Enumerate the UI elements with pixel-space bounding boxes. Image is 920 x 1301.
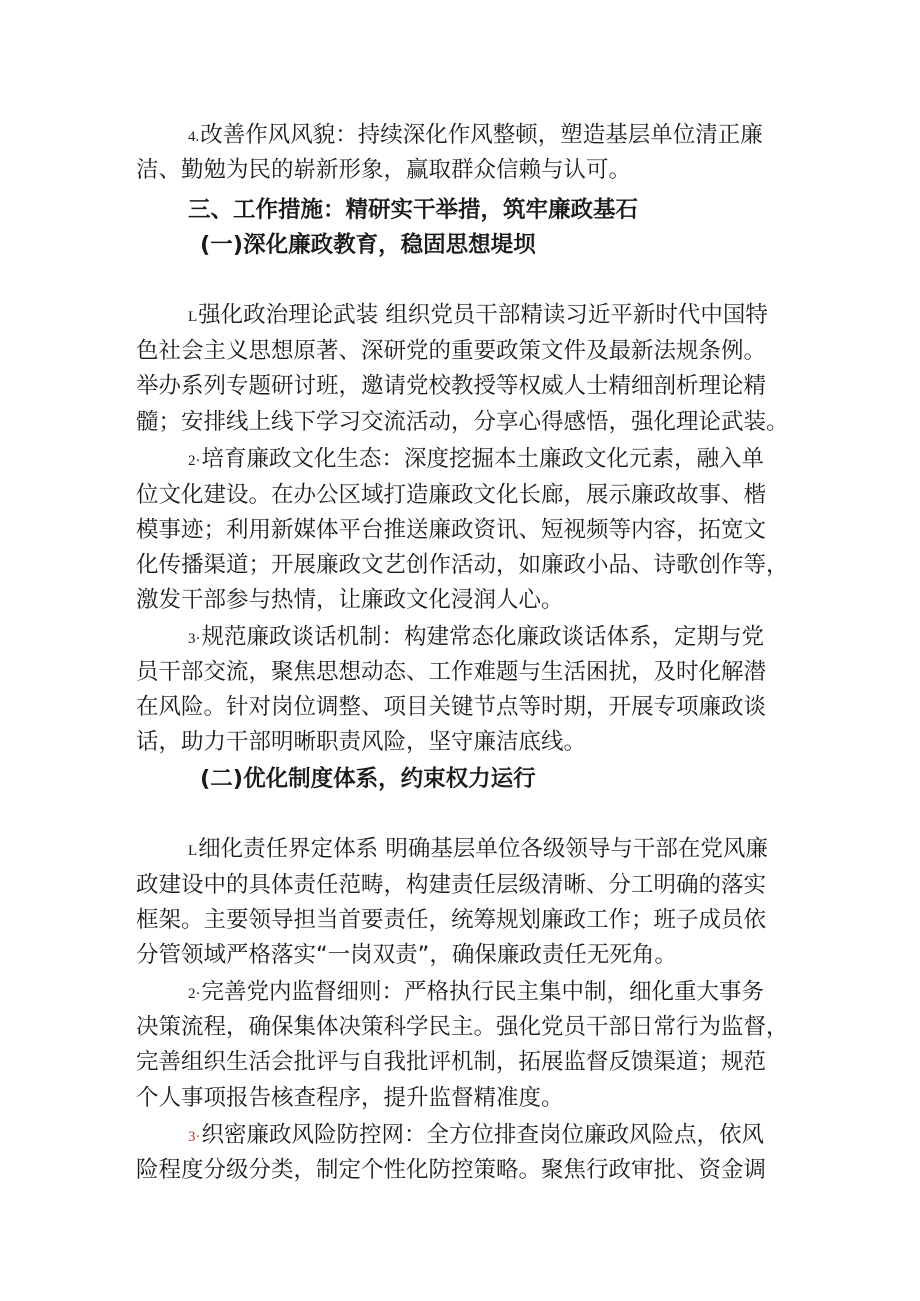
paragraph-line: 在风险。针对岗位调整、项目关键节点等时期，开展专项廉政谈 bbox=[136, 694, 767, 720]
paragraph-line: 洁、勤勉为民的崭新形象，赢取群众信赖与认可。 bbox=[136, 157, 632, 183]
sub-heading: (二)优化制度体系，约束权力运行 bbox=[200, 766, 536, 792]
paragraph-line: 政建设中的具体责任范畴，构建责任层级清晰、分工明确的落实 bbox=[136, 872, 767, 898]
paragraph-line: 2·完善党内监督细则：严格执行民主集中制，细化重大事务 bbox=[188, 979, 765, 1005]
paragraph-line: 框架。主要领导担当首要责任，统筹规划廉政工作；班子成员依 bbox=[136, 907, 767, 933]
item-number: 4. bbox=[188, 129, 200, 145]
paragraph-line: 个人事项报告核查程序，提升监督精准度。 bbox=[136, 1085, 564, 1111]
paragraph-line: 3·织密廉政风险防控网：全方位排查岗位廉政风险点，依风 bbox=[188, 1122, 765, 1148]
sub-heading: (一)深化廉政教育，稳固思想堤坝 bbox=[200, 232, 536, 258]
paragraph-line: 2·培育廉政文化生态：深度挖掘本土廉政文化元素，融入单 bbox=[188, 446, 765, 472]
paragraph-line: 模事迹；利用新媒体平台推送廉政资讯、短视频等内容，拓宽文 bbox=[136, 517, 767, 543]
paragraph-line: L细化责任界定体系 明确基层单位各级领导与干部在党风廉 bbox=[188, 836, 768, 862]
paragraph-line: 3·规范廉政谈话机制：构建常态化廉政谈话体系，定期与党 bbox=[188, 624, 765, 650]
paragraph-line: 话，助力干部明晰职责风险，坚守廉洁底线。 bbox=[136, 729, 587, 755]
item-number: 2· bbox=[188, 453, 201, 469]
paragraph-line: 举办系列专题研讨班，邀请党校教授等权威人士精细剖析理论精 bbox=[136, 373, 767, 399]
paragraph-line: 4.改善作风风貌：持续深化作风整顿，塑造基层单位清正廉 bbox=[188, 122, 763, 148]
paragraph-line: 化传播渠道；开展廉政文艺创作活动，如廉政小品、诗歌创作等， bbox=[136, 552, 789, 578]
item-number: L bbox=[188, 309, 198, 325]
item-number: 3· bbox=[188, 631, 201, 647]
paragraph-line: 险程度分级分类，制定个性化防控策略。聚焦行政审批、资金调 bbox=[136, 1157, 767, 1183]
paragraph-line: 完善组织生活会批评与自我批评机制，拓展监督反馈渠道；规范 bbox=[136, 1049, 767, 1075]
paragraph-line: 员干部交流，聚焦思想动态、工作难题与生活困扰，及时化解潜 bbox=[136, 659, 767, 685]
paragraph-line: 决策流程，确保集体决策科学民主。强化党员干部日常行为监督， bbox=[136, 1014, 789, 1040]
paragraph-line: 髓；安排线上线下学习交流活动，分享心得感悟，强化理论武装。 bbox=[136, 409, 789, 435]
paragraph-line: 分管领域严格落实“一岗双责”，确保廉政责任无死角。 bbox=[136, 942, 677, 968]
section-heading: 三、工作措施：精研实干举措，筑牢廉政基石 bbox=[188, 197, 639, 223]
paragraph-line: 位文化建设。在办公区域打造廉政文化长廊，展示廉政故事、楷 bbox=[136, 482, 767, 508]
item-number: L bbox=[188, 843, 198, 859]
paragraph-line: 激发干部参与热情，让廉政文化浸润人心。 bbox=[136, 587, 564, 613]
paragraph-line: L强化政治理论武装 组织党员干部精读习近平新时代中国特 bbox=[188, 302, 768, 328]
item-number: 2· bbox=[188, 986, 201, 1002]
item-number: 3· bbox=[188, 1129, 201, 1145]
paragraph-line: 色社会主义思想原著、深研党的重要政策文件及最新法规条例。 bbox=[136, 338, 767, 364]
